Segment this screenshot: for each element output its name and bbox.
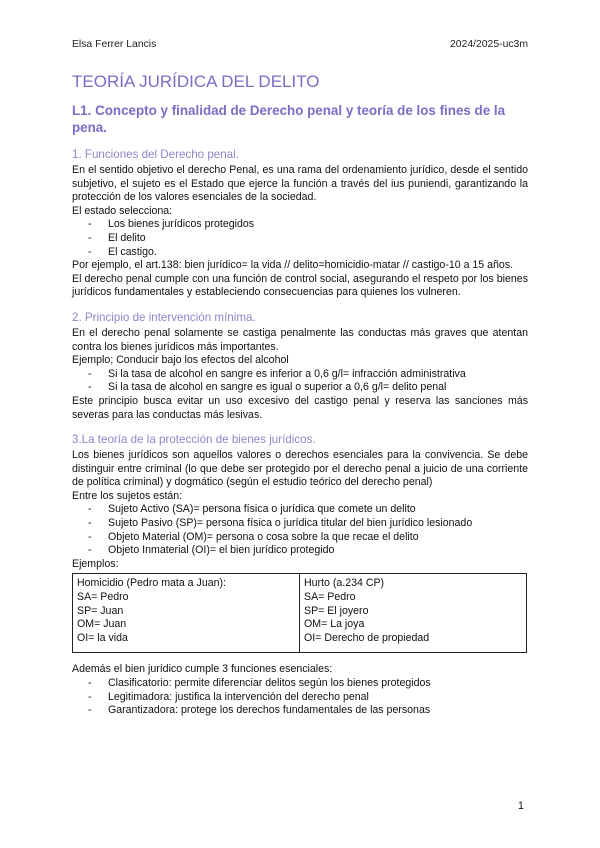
example-homicidio-cell [73, 574, 300, 653]
author-name: Elsa Ferrer Lancis [72, 39, 157, 50]
course-year: 2024/2025-uc3m [450, 39, 528, 50]
subjects-list [72, 503, 528, 557]
list-item: - Sujeto Activo (SA)= persona física o jurídica que comete un delito [88, 503, 528, 517]
table-cell-line: SA= Pedro [77, 591, 129, 604]
document-title: TEORÍA JURÍDICA DEL DELITO [72, 72, 320, 91]
section-2-heading: 2. Principio de intervención mínima. [72, 310, 256, 324]
table-cell-line: OI= Derecho de propiedad [304, 631, 430, 644]
page-content [72, 72, 528, 718]
list-item: - El delito [88, 232, 528, 246]
section-2-list [72, 368, 528, 395]
table-cell-line: Homicidio (Pedro mata a Juan): [77, 577, 226, 590]
section-2-paragraph: Ejemplo; Conducir bajo los efectos del alcohol [72, 354, 289, 367]
list-item: - El castigo. [88, 246, 528, 260]
table-row [73, 574, 527, 653]
table-cell-line: OM= La joya [304, 618, 365, 631]
list-item: - Legitimadora: justifica la intervención del derecho penal [88, 691, 528, 705]
table-cell-line: SP= El joyero [304, 604, 369, 617]
table-cell-line: OI= la vida [77, 631, 128, 644]
table-cell-line: SA= Pedro [304, 591, 356, 604]
section-3-paragraph: Entre los sujetos están: [72, 489, 183, 502]
examples-table [72, 573, 527, 653]
list-item: - Sujeto Pasivo (SP)= persona física o jurídica titular del bien jurídico lesionado [88, 517, 528, 531]
section-2-paragraph: En el derecho penal solamente se castiga penalmente las conductas más graves que atentan contra los bienes jurídicos más importantes. [72, 326, 528, 353]
list-item: - Objeto Inmaterial (OI)= el bien jurídico protegido [88, 544, 528, 558]
section-1-paragraph: El derecho penal cumple con una función de control social, asegurando el respeto por los bienes jurídicos fundamentales y estableciendo consecuencias para quienes los vulneren. [72, 272, 528, 299]
list-item: - Clasificatorio: permite diferenciar delitos según los bienes protegidos [88, 677, 528, 691]
table-cell-line: OM= Juan [77, 618, 127, 631]
section-1-paragraph: Por ejemplo, el art.138: bien jurídico= la vida // delito=homicidio-matar // castigo-10 a 15 años. [72, 259, 514, 272]
list-item: - Objeto Material (OM)= persona o cosa sobre la que recae el delito [88, 531, 528, 545]
lesson-heading: L1. Concepto y finalidad de Derecho penal y teoría de los fines de la pena. [72, 103, 506, 135]
examples-label: Ejemplos: [72, 557, 119, 570]
list-item: - Si la tasa de alcohol en sangre es inferior a 0,6 g/l= infracción administrativa [88, 368, 528, 382]
table-cell-line: Hurto (a.234 CP) [304, 577, 385, 590]
section-3-paragraph: Los bienes jurídicos son aquellos valores o derechos esenciales para la convivencia. Se debe distinguir entre criminal (lo que debe ser protegido por el derecho penal a juicio de una corriente de política criminal) y dogmático (según el estudio teórico del derecho penal) [72, 449, 528, 489]
section-1-heading: 1. Funciones del Derecho penal. [72, 148, 239, 161]
list-item: - Los bienes jurídicos protegidos [88, 218, 528, 232]
page-number: 1 [518, 800, 524, 812]
section-3-heading: 3.La teoría de la protección de bienes jurídicos. [72, 433, 316, 447]
page-header [72, 38, 528, 52]
example-hurto-cell [300, 574, 527, 653]
section-1-list [72, 218, 528, 259]
section-3-paragraph: Además el bien jurídico cumple 3 funciones esenciales: [72, 663, 333, 676]
table-cell-line: SP= Juan [77, 604, 124, 617]
section-2-paragraph: Este principio busca evitar un uso excesivo del castigo penal y reserva las sanciones más severas para las conductas más lesivas. [72, 394, 528, 421]
list-item: - Si la tasa de alcohol en sangre es igual o superior a 0,6 g/l= delito penal [88, 381, 528, 395]
section-1-paragraph: En el sentido objetivo el derecho Penal, es una rama del ordenamiento jurídico, desde el sentido subjetivo, el sujeto es el Estado que ejerce la función a través del ius puniendi, garantizando la protección de los valores esenciales de la sociedad. [72, 164, 528, 204]
list-item: - Garantizadora: protege los derechos fundamentales de las personas [88, 704, 528, 718]
functions-list [72, 677, 528, 718]
section-1-paragraph: El estado selecciona: [72, 204, 173, 217]
